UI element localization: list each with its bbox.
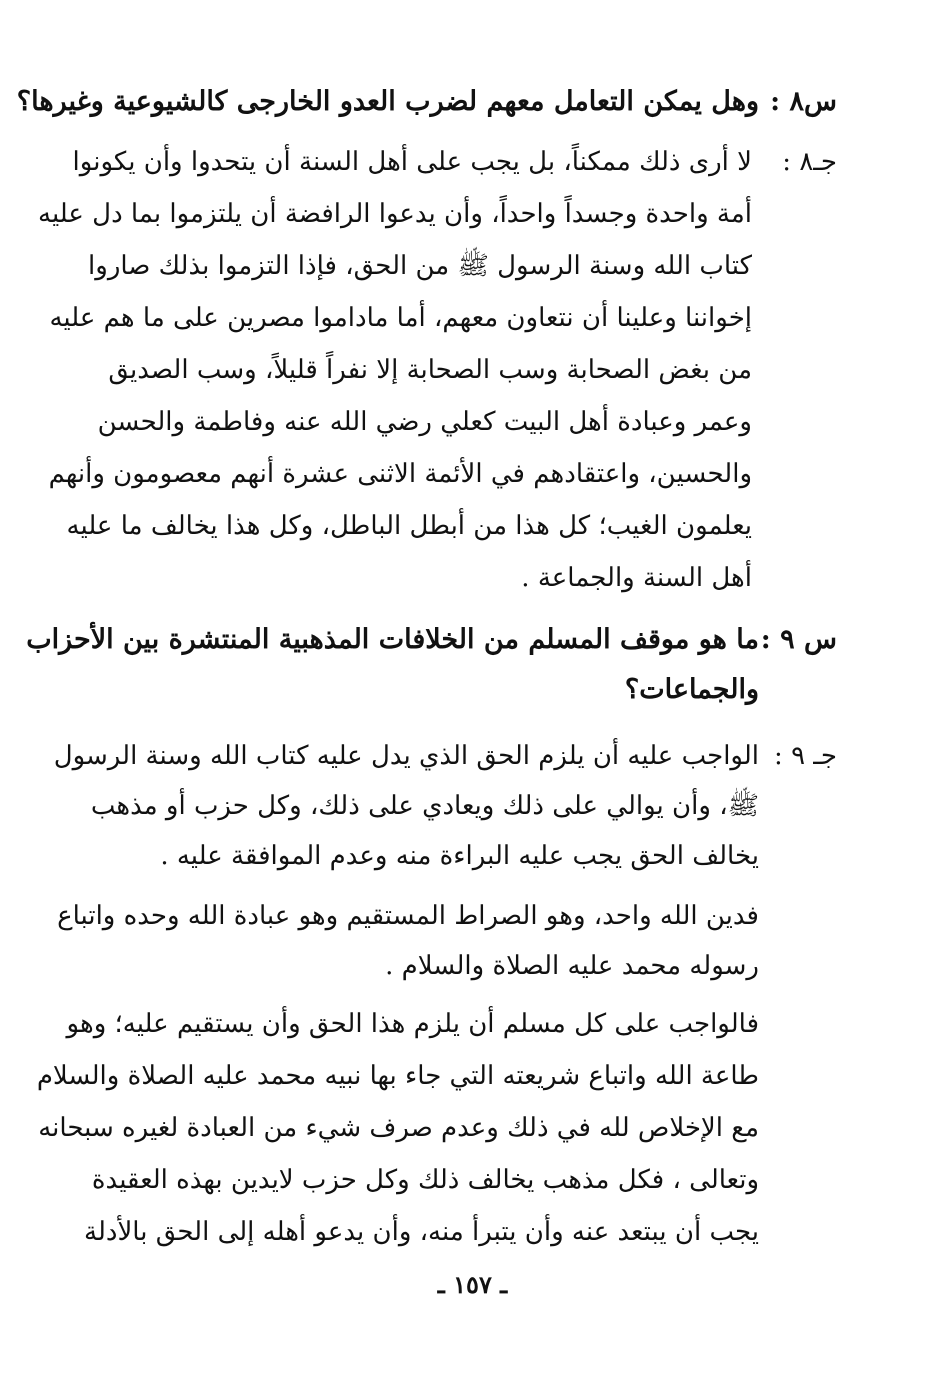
paragraph-2-line: وتعالى ، فكل مذهب يخالف ذلك وكل حزب لايدين بهذه العقيدة xyxy=(91,1165,759,1195)
paragraph-2-line: طاعة الله واتباع شريعته التي جاء بها نبيه محمد عليه الصلاة والسلام xyxy=(36,1061,759,1091)
page-number: ـ ١٥٧ ـ xyxy=(437,1270,508,1299)
paragraph-1-line: رسوله محمد عليه الصلاة والسلام . xyxy=(385,951,759,981)
paragraph-2-line: يجب أن يبتعد عنه وأن يتبرأ منه، وأن يدعو أهله إلى الحق بالأدلة xyxy=(84,1217,759,1247)
paragraph-2-line: مع الإخلاص لله في ذلك وعدم صرف شيء من العبادة لغيره سبحانه xyxy=(38,1113,759,1143)
answer-8-line: أمة واحدة وجسداً واحداً، وأن يدعوا الرافضة أن يلتزموا بما دل عليه xyxy=(38,199,752,229)
paragraph-1-body xyxy=(57,896,759,996)
question-9-line: ما هو موقف المسلم من الخلافات المذهبية المنتشرة بين الأحزاب xyxy=(26,624,759,655)
answer-8 xyxy=(38,142,837,593)
question-9-line: والجماعات؟ xyxy=(624,674,759,705)
answer-9 xyxy=(53,736,837,876)
answer-9-body xyxy=(53,736,759,876)
answer-9-line: ﷺ، وأن يوالي على ذلك ويعادي على ذلك، وكل حزب أو مذهب xyxy=(90,791,759,821)
answer-8-line: إخواننا وعلينا أن نتعاون معهم، أما ماداموا مصرين على ما هم عليه xyxy=(49,303,752,333)
paragraph-1 xyxy=(57,896,837,996)
answer-9-line: الواجب عليه أن يلزم الحق الذي يدل عليه كتاب الله وسنة الرسول xyxy=(53,741,759,771)
answer-8-line: وعمر وعبادة أهل البيت كعلي رضي الله عنه وفاطمة والحسن xyxy=(97,407,752,437)
answer-8-line: كتاب الله وسنة الرسول ﷺ من الحق، فإذا التزموا بذلك صاروا xyxy=(88,251,752,281)
answer-8-body xyxy=(38,142,752,593)
answer-8-line: لا أرى ذلك ممكناً، بل يجب على أهل السنة أن يتحدوا وأن يكونوا xyxy=(72,147,752,177)
question-9 xyxy=(26,620,837,720)
paragraph-2-body xyxy=(36,1004,759,1264)
paragraph-2-line: فالواجب على كل مسلم أن يلزم هذا الحق وأن يستقيم عليه؛ وهو xyxy=(66,1009,759,1039)
answer-9-label: جـ ٩ : xyxy=(774,741,837,771)
paragraph-2 xyxy=(36,1004,837,1264)
paragraph-1-line: فدين الله واحد، وهو الصراط المستقيم وهو عبادة الله وحده واتباع xyxy=(57,901,759,931)
question-8-text: وهل يمكن التعامل معهم لضرب العدو الخارجى كالشيوعية وغيرها؟ xyxy=(16,86,759,117)
answer-8-line: يعلمون الغيب؛ كل هذا من أبطل الباطل، وكل هذا يخالف ما عليه xyxy=(66,511,752,541)
answer-9-line: يخالف الحق يجب عليه البراءة منه وعدم الموافقة عليه . xyxy=(160,841,759,871)
question-8-label: س٨ : xyxy=(770,86,837,117)
answer-8-line: من بغض الصحابة وسب الصحابة إلا نفراً قليلاً، وسب الصديق xyxy=(108,355,752,385)
answer-8-line: أهل السنة والجماعة . xyxy=(521,563,752,593)
question-9-body xyxy=(26,620,759,720)
answer-8-line: والحسين، واعتقادهم في الأئمة الاثنى عشرة أنهم معصومون وأنهم xyxy=(48,459,752,489)
question-8 xyxy=(16,82,837,126)
answer-8-label: جـ٨ : xyxy=(782,147,837,177)
question-9-label: س ٩ : xyxy=(760,624,837,655)
